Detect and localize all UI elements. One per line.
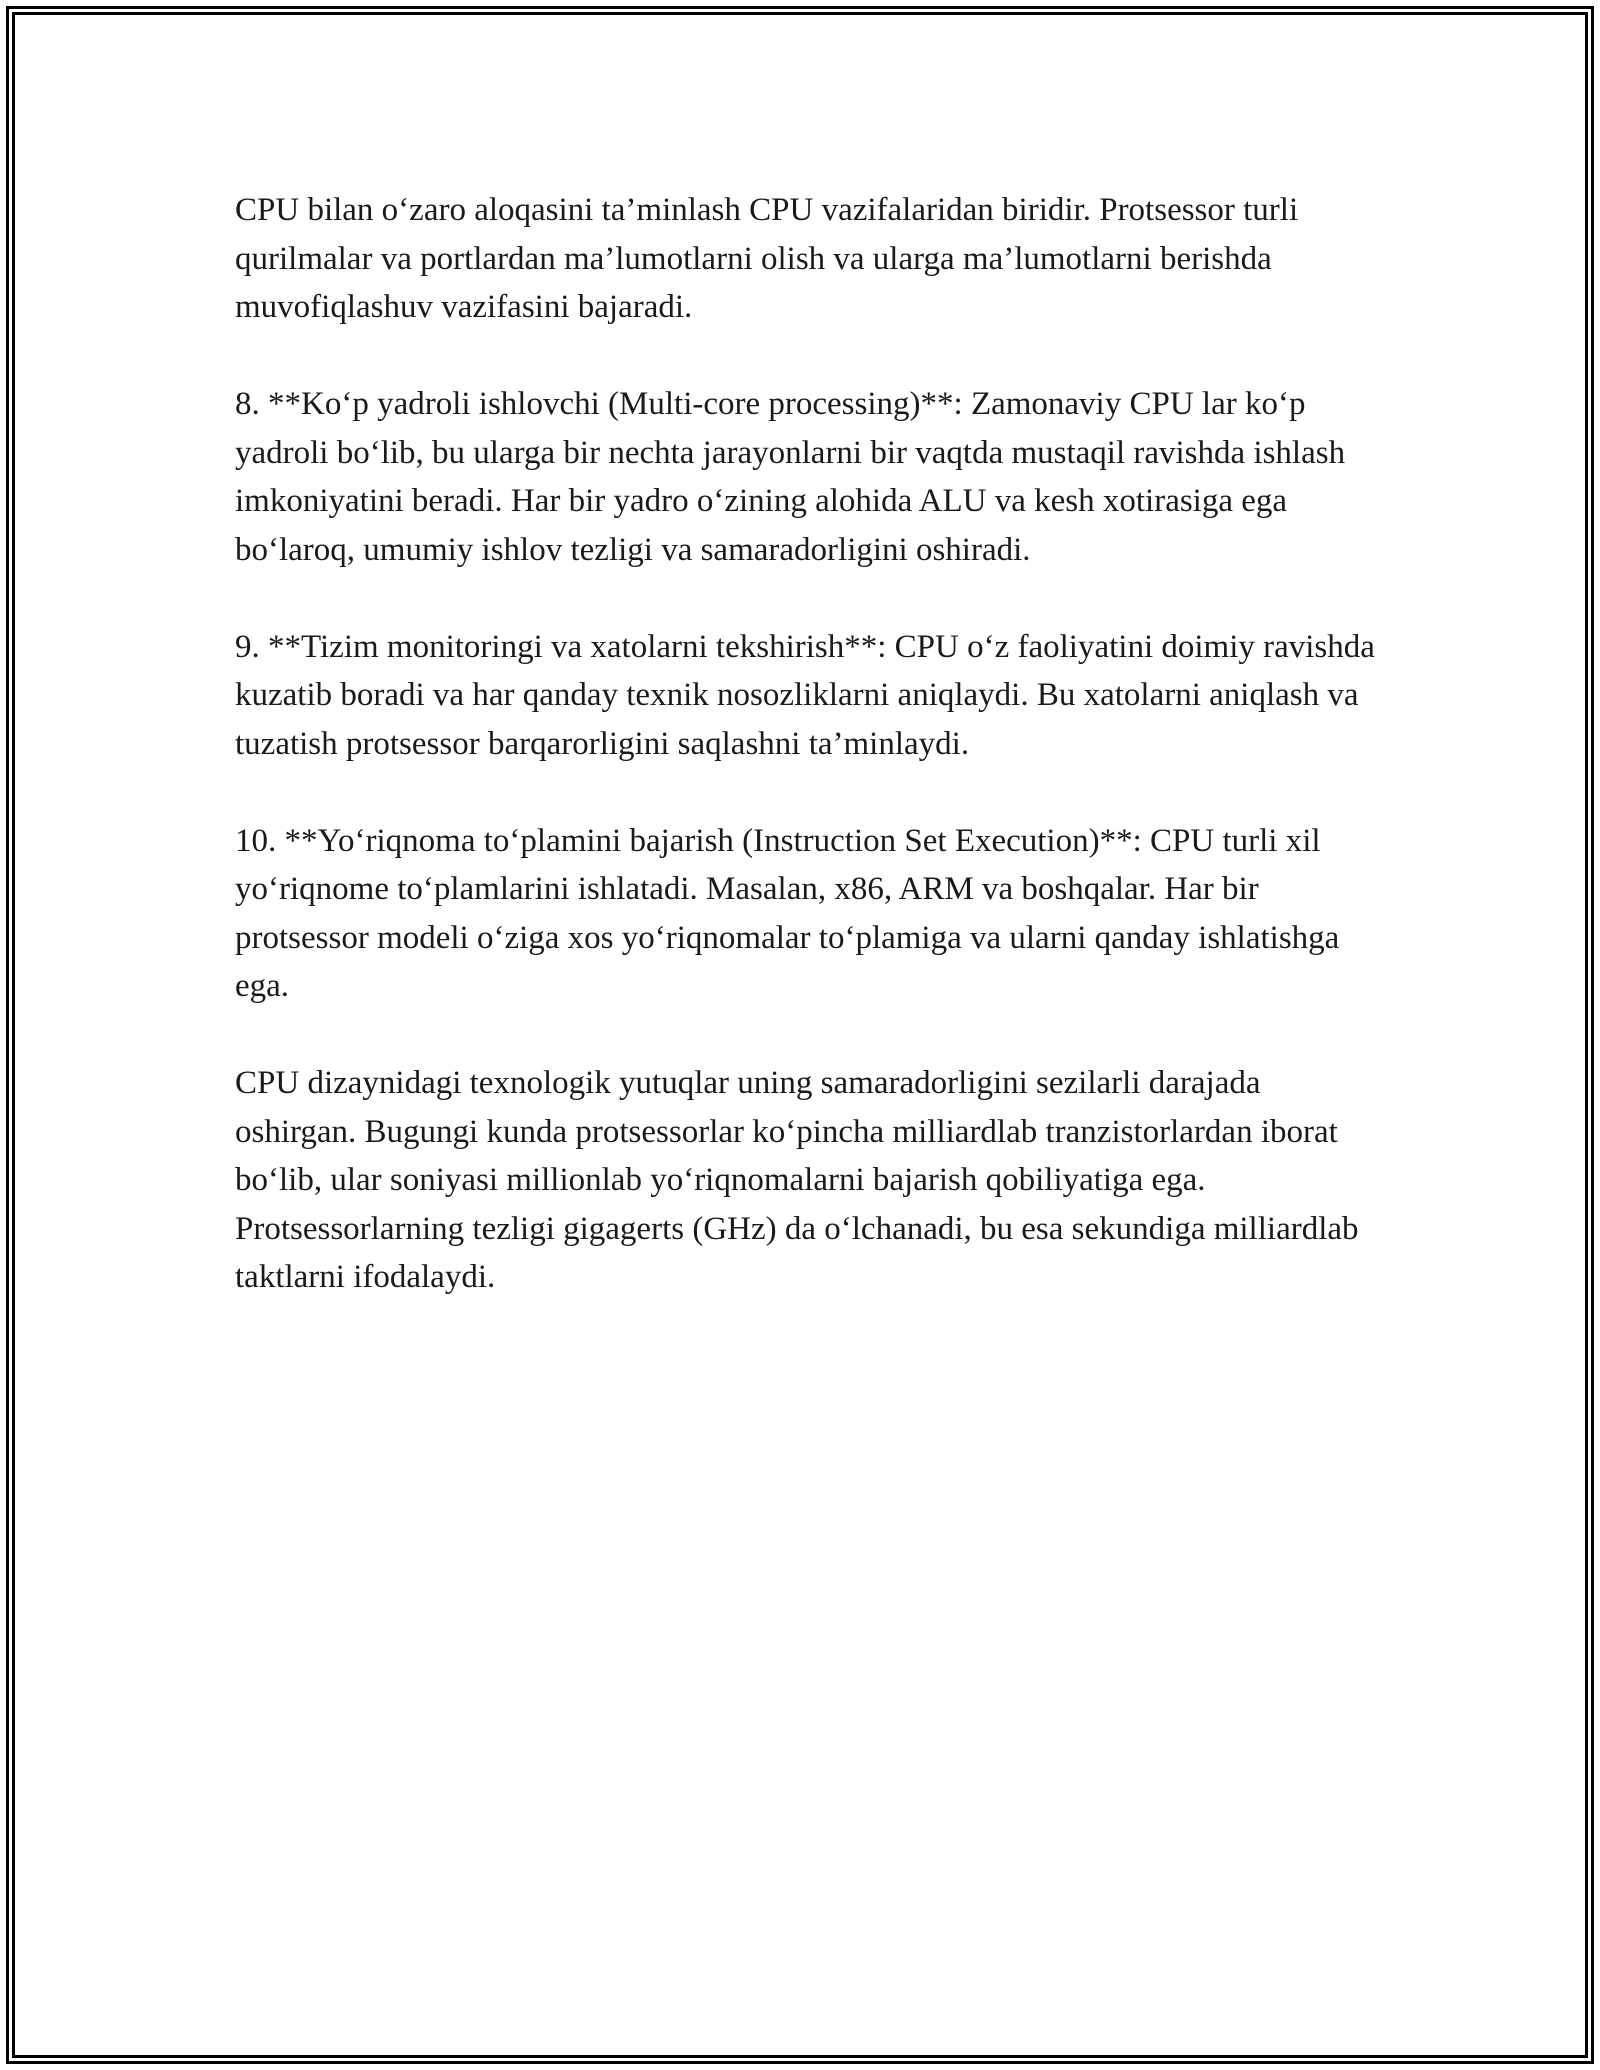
paragraph-instruction-set: 10. **Yo‘riqnoma to‘plamini bajarish (Instruction Set Execution)**: CPU turli xil yo‘riqnome to‘plamlarini ishlatadi. Masalan, x86, ARM va boshqalar. Har bir protsessor modeli o‘ziga xos yo‘riqnomalar to‘plamiga va ularni qanday ishlatishga ega. (235, 822, 1340, 1004)
paragraph-cpu-design-advances: CPU dizaynidagi texnologik yutuqlar uning samaradorligini sezilarli darajada oshirgan. Bugungi kunda protsessorlar ko‘pincha milliardlab tranzistorlardan iborat bo‘lib, ular soniyasi millionlab yo‘riqnomalarni bajarish qobiliyatiga ega. Protsessorlarning tezligi gigagerts (GHz) da o‘lchanadi, bu esa sekundiga milliardlab taktlarni ifodalaydi. (235, 1065, 1359, 1295)
paragraph-system-monitoring: 9. **Tizim monitoringi va xatolarni tekshirish**: CPU o‘z faoliyatini doimiy ravishda kuzatib boradi va har qanday texnik nosozliklarni aniqlaydi. Bu xatolarni aniqlash va tuzatish protsessor barqarorligini saqlashni ta’minlaydi. (235, 628, 1375, 762)
paragraph-multi-core: 8. **Ko‘p yadroli ishlovchi (Multi-core processing)**: Zamonaviy CPU lar ko‘p yadroli bo‘lib, bu ularga bir nechta jarayonlarni bir vaqtda mustaqil ravishda ishlash imkoniyatini beradi. Har bir yadro o‘zining alohida ALU va kesh xotirasiga ega bo‘laroq, umumiy ishlov tezligi va samaradorligini oshiradi. (235, 386, 1346, 568)
document-body (235, 186, 1375, 1350)
paragraph-io-coordination: CPU bilan o‘zaro aloqasini ta’minlash CPU vazifalaridan biridir. Protsessor turli qurilmalar va portlardan ma’lumotlarni olish va ularga ma’lumotlarni berishda muvofiqlashuv vazifasini bajaradi. (235, 192, 1299, 325)
